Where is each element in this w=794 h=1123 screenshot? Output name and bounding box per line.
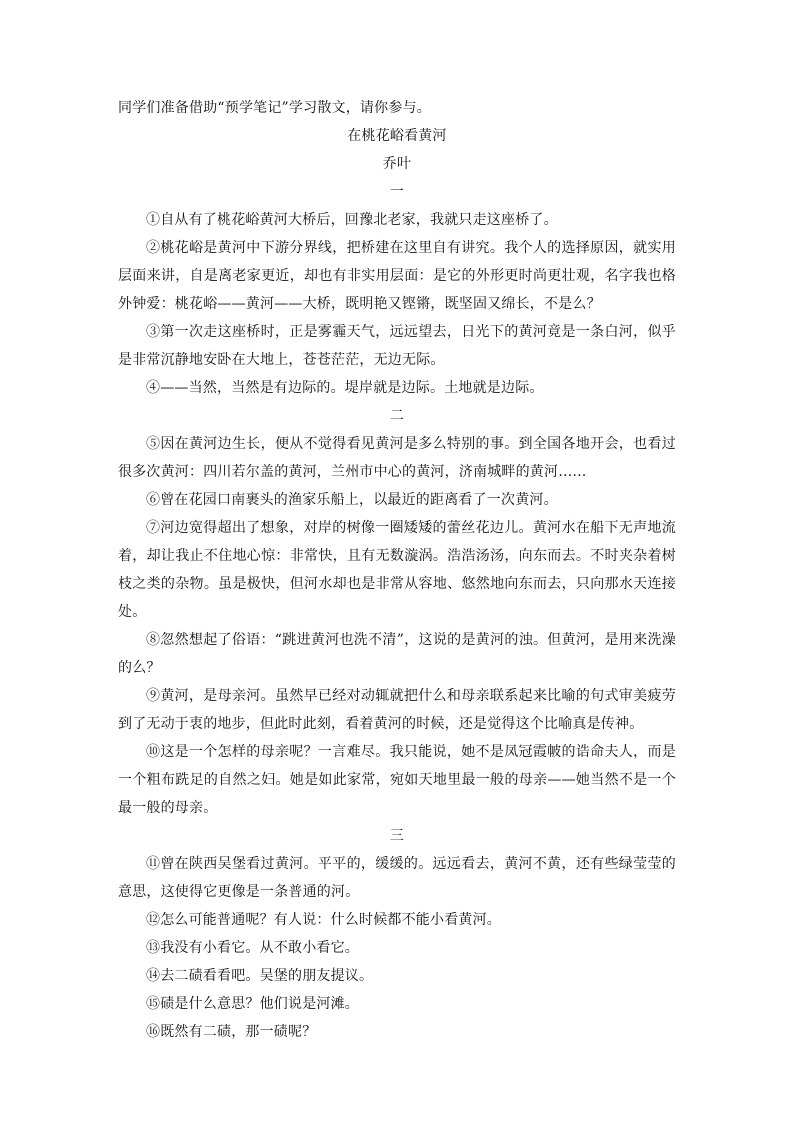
- paragraph-10: ⑩这是一个怎样的母亲呢？一言难尽。我只能说，她不是凤冠霞帔的诰命夫人，而是一个粗布跣足的自然之妇。她是如此家常，宛如天地里最一般的母亲——她当然不是一个最一般的母亲。: [118, 744, 676, 816]
- paragraph-15: ⑮碛是什么意思？他们说是河滩。: [146, 996, 359, 1012]
- section-heading-two: 二: [389, 408, 405, 424]
- paragraph-4: ④——当然，当然是有边际的。堤岸就是边际。土地就是边际。: [146, 380, 544, 396]
- paragraph-7: ⑦河边宽得超出了想象，对岸的树像一圈矮矮的蕾丝花边儿。黄河水在船下无声地流着，却让我止不住地心惊：非常快，且有无数漩涡。浩浩汤汤，向东而去。不时夹杂着树枝之类的杂物。虽是极快，但河水却也是非常从容地、悠然地向东而去，只向那水天连接处。: [118, 520, 676, 620]
- article-author: 乔叶: [382, 156, 412, 172]
- section-heading-one: 一: [389, 184, 405, 200]
- paragraph-11: ⑪曾在陕西吴堡看过黄河。平平的，缓缓的。远远看去，黄河不黄，还有些绿莹莹的意思，这使得它更像是一条普通的河。: [118, 856, 676, 900]
- section-heading-three: 三: [389, 828, 405, 844]
- paragraph-9: ⑨黄河，是母亲河。虽然早已经对动辄就把什么和母亲联系起来比喻的句式审美疲劳到了无动于衷的地步，但此时此刻，看着黄河的时候，还是觉得这个比喻真是传神。: [118, 688, 676, 732]
- paragraph-14: ⑭去二碛看看吧。吴堡的朋友提议。: [146, 968, 374, 984]
- paragraph-6: ⑥曾在花园口南裹头的渔家乐船上，以最近的距离看了一次黄河。: [146, 492, 558, 508]
- paragraph-2: ②桃花峪是黄河中下游分界线，把桥建在这里自有讲究。我个人的选择原因，就实用层面来讲，自是离老家更近，却也有非实用层面：是它的外形更时尚更壮观，名字我也格外钟爱：桃花峪——黄河——大桥，既明艳又铿锵，既坚固又绵长，不是么？: [118, 240, 676, 312]
- article-title: 在桃花峪看黄河: [347, 128, 447, 144]
- document-page: [118, 94, 676, 1046]
- paragraph-13: ⑬我没有小看它。从不敢小看它。: [146, 940, 359, 956]
- paragraph-12: ⑫怎么可能普通呢？有人说：什么时候都不能小看黄河。: [146, 912, 501, 928]
- paragraph-1: ①自从有了桃花峪黄河大桥后，回豫北老家，我就只走这座桥了。: [146, 212, 558, 228]
- paragraph-16: ⑯既然有二碛，那一碛呢？: [146, 1024, 317, 1040]
- paragraph-3: ③第一次走这座桥时，正是雾霾天气，远远望去，日光下的黄河竟是一条白河，似乎是非常沉静地安卧在大地上，苍苍茫茫，无边无际。: [118, 324, 676, 368]
- intro-text: 同学们准备借助“预学笔记”学习散文，请你参与。: [118, 100, 431, 116]
- paragraph-5: ⑤因在黄河边生长，便从不觉得看见黄河是多么特别的事。到全国各地开会，也看过很多次黄河：四川若尔盖的黄河，兰州市中心的黄河，济南城畔的黄河……: [118, 436, 676, 480]
- paragraph-8: ⑧忽然想起了俗语：“跳进黄河也洗不清”，这说的是黄河的浊。但黄河，是用来洗澡的么？: [118, 632, 676, 676]
